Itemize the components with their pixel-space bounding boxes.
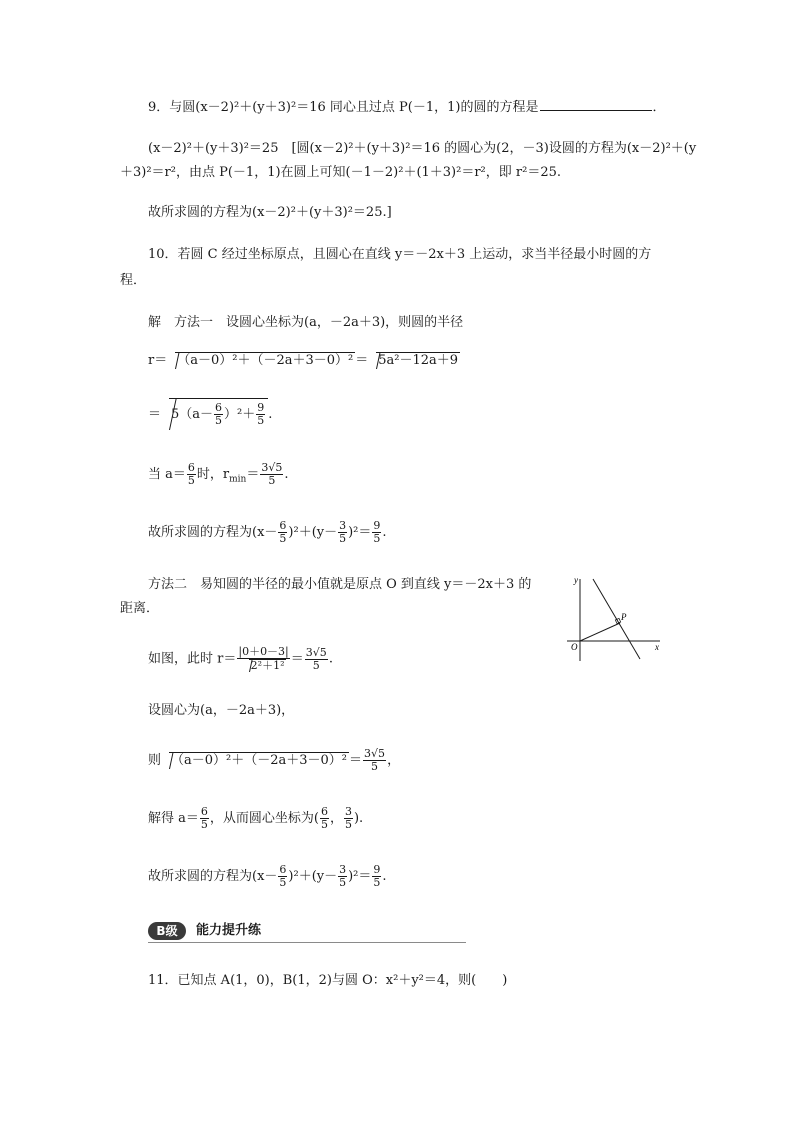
- section-badge: B级: [148, 922, 186, 940]
- question-number: 9．: [148, 100, 170, 115]
- method-2-result: 故所求圆的方程为(x－ $\frac{6}{5}$ )²＋(y－ $\frac{3}{5}$ )²＝ $\frac{9}{5}$ .: [148, 863, 387, 889]
- answer-9-line-2: ＋3)²＝r²，由点 P(－1，1)在圆上可知(－1－2)²＋(1＋3)²＝r²，即 r²＝25.: [120, 165, 561, 180]
- fraction: $\frac{6}{5}$: [215, 401, 223, 427]
- y-axis-label: y: [574, 575, 578, 585]
- method-1-result: 故所求圆的方程为(x－ $\frac{6}{5}$ )²＋(y－ $\frac{3}{5}$ )²＝ $\frac{9}{5}$ .: [148, 519, 387, 545]
- section-b-banner: [148, 922, 466, 943]
- method-2-equation: 则 （a－0）²＋（－2a＋3－0）² ＝ $\frac{3√5}{5}$ ，: [148, 747, 401, 773]
- answer-blank: [540, 96, 652, 111]
- sqrt-expression: 5（a－ $\frac{6}{5}$ ）²＋ $\frac{9}{5}$: [169, 398, 268, 430]
- method-2-intro-line-2: 距离．: [120, 601, 160, 616]
- method-1-radius: r＝ （a－0）²＋（－2a＋3－0）² ＝ 5a²－12a＋9: [148, 353, 459, 368]
- fraction: $\frac{6}{5}$: [320, 805, 328, 831]
- fraction: $\frac{6}{5}$: [200, 805, 208, 831]
- perpendicular-segment: [580, 623, 620, 641]
- fraction: $\frac{3}{5}$: [339, 519, 347, 545]
- fraction: $\frac{6}{5}$: [187, 461, 195, 487]
- fraction: $\frac{3√5}{5}$: [261, 461, 283, 487]
- question-11: 11．已知点 A(1，0)，B(1，2)与圆 O：x²＋y²＝4，则( ): [148, 973, 508, 988]
- point-p-label: P: [621, 612, 627, 622]
- line-y-eq-minus2x-plus3: [593, 579, 640, 659]
- question-10-line-1: 10．若圆 C 经过坐标原点，且圆心在直线 y＝－2x＋3 上运动，求当半径最小时圆的方: [148, 247, 652, 262]
- question-9: 9．与圆(x－2)²＋(y＋3)²＝16 同心且过点 P(－1，1)的圆的方程是 ．: [148, 96, 665, 117]
- method-2-solve: 解得 a＝ $\frac{6}{5}$ ，从而圆心坐标为( $\frac{6}{5}$ ， $\frac{3}{5}$ ).: [148, 805, 364, 831]
- sqrt-expression: （a－0）²＋（－2a＋3－0）²: [171, 753, 348, 768]
- origin-label: O: [571, 642, 578, 652]
- fraction: $\frac{3}{5}$: [344, 805, 352, 831]
- fraction: $\frac{3√5}{5}$: [305, 645, 327, 672]
- question-number: 10．: [148, 247, 178, 262]
- answer-9-line-3: 故所求圆的方程为(x－2)²＋(y＋3)²＝25.]: [148, 205, 392, 220]
- fraction: $\frac{|0+0-3|}{\text{2²＋1²}}$: [238, 645, 289, 672]
- question-10-line-2: 程．: [120, 273, 147, 288]
- fraction: $\frac{6}{5}$: [279, 519, 287, 545]
- method-1-completed-square: ＝ 5（a－ $\frac{6}{5}$ ）²＋ $\frac{9}{5}$ .: [148, 398, 272, 430]
- question-number: 11．: [148, 973, 178, 988]
- fraction: $\frac{9}{5}$: [373, 519, 381, 545]
- fraction: $\frac{9}{5}$: [257, 401, 265, 427]
- sqrt-expression: 5a²－12a＋9: [378, 353, 459, 368]
- answer-9-line-1: (x－2)²＋(y＋3)²＝25 [圆(x－2)²＋(y＋3)²＝16 的圆心为(2，－3)设圆的方程为(x－2)²＋(y: [148, 141, 697, 156]
- fraction: $\frac{9}{5}$: [373, 863, 381, 889]
- fraction: $\frac{3√5}{5}$: [364, 747, 386, 773]
- coordinate-figure: [565, 573, 665, 663]
- method-1-intro: 解 方法一 设圆心坐标为(a，－2a＋3)，则圆的半径: [148, 315, 464, 330]
- fraction: $\frac{6}{5}$: [279, 863, 287, 889]
- question-text: 与圆(x－2)²＋(y＋3)²＝16 同心且过点 P(－1，1)的圆的方程是: [169, 100, 539, 115]
- x-axis-label: x: [655, 642, 659, 652]
- sqrt-expression: （a－0）²＋（－2a＋3－0）²: [177, 353, 354, 368]
- method-2-intro-line-1: 方法二 易知圆的半径的最小值就是原点 O 到直线 y＝－2x＋3 的: [148, 577, 532, 592]
- fraction: $\frac{3}{5}$: [339, 863, 347, 889]
- method-1-minimum: 当 a＝ $\frac{6}{5}$ 时，$r_{min}=$ $\frac{3√5}{5}$ .: [148, 461, 289, 487]
- method-2-distance: 如图，此时 r＝ $\frac{|0+0-3|}{\text{2²＋1²}}$ ＝ $\frac{3√5}{5}$ .: [148, 645, 333, 672]
- section-title: 能力提升练: [196, 923, 262, 938]
- method-2-center: 设圆心为(a，－2a＋3)，: [148, 703, 295, 718]
